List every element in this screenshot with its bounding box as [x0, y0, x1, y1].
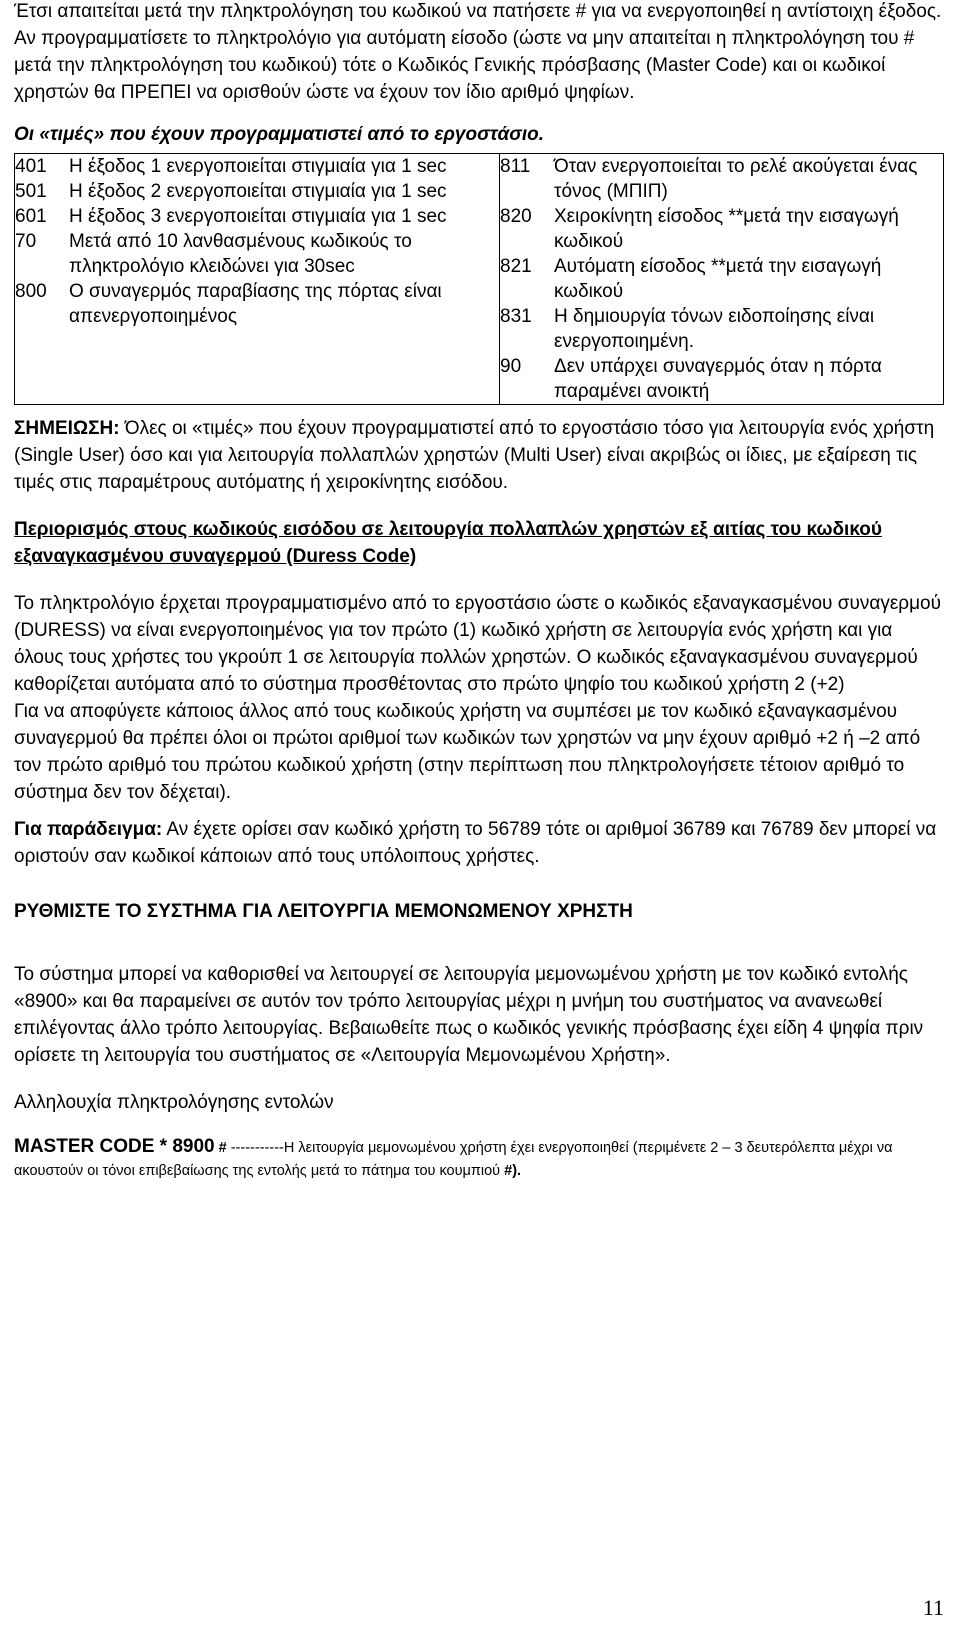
- note-paragraph: [14, 415, 946, 496]
- defaults-row: [500, 304, 943, 354]
- defaults-row: [500, 204, 943, 254]
- default-description: Μετά από 10 λανθασμένους κωδικούς το πληκτρολόγιο κλειδώνει για 30sec: [69, 231, 412, 277]
- default-description: Αυτόματη είσοδος **μετά την εισαγωγή κωδικού: [554, 256, 882, 302]
- defaults-row: [15, 204, 499, 229]
- default-code: 821: [500, 256, 532, 277]
- duress-paragraph-1: Το πληκτρολόγιο έρχεται προγραμματισμένο από το εργοστάσιο ώστε ο κωδικός εξαναγκασμένου συναγερμού (DURESS) να είναι ενεργοποιημένος για τον πρώτο (1) κωδικό χρήστη σε λειτουργία ενός χρήστη και για όλους τους χρήστες του γκρούπ 1 σε λειτουργία πολλών χρηστών. Ο κωδικός εξαναγκασμένου συναγερμού καθορίζεται αυτόματα από το σύστημα προσθέτοντας στο πρώτο ψηφίο του κωδικού χρήστη 2 (+2): [14, 593, 942, 695]
- command-end: #).: [504, 1163, 522, 1179]
- default-description: Ο συναγερμός παραβίασης της πόρτας είναι απενεργοποιημένος: [69, 281, 442, 327]
- command-description: -----------Η λειτουργία μεμονωμένου χρήστη έχει ενεργοποιηθεί (περιμένετε 2 – 3 δευτερόλεπτα μέχρι να ακουστούν οι τόνοι επιβεβαίωσης της εντολής μετά το πάτημα του κουμπιού: [14, 1140, 893, 1179]
- command-hash: #: [214, 1140, 227, 1156]
- default-description: Η έξοδος 2 ενεργοποιείται στιγμιαία για 1 sec: [69, 181, 447, 202]
- single-user-paragraph: Το σύστημα μπορεί να καθορισθεί να λειτουργεί σε λειτουργία μεμονωμένου χρήστη με τον κωδικό εντολής «8900» και θα παραμείνει σε αυτόν τον τρόπο λειτουργίας μέχρι η μνήμη του συστήματος να ανανεωθεί επιλέγοντας άλλο τρόπο λειτουργίας. Βεβαιωθείτε πως ο κωδικός γενικής πρόσβασης έχει είδη 4 ψηφία πριν ορίσετε τη λειτουργία του συστήματος σε «Λειτουργία Μεμονωμένου Χρήστη».: [14, 964, 924, 1066]
- defaults-row: [500, 354, 943, 404]
- example-label: Για παράδειγμα:: [14, 819, 163, 840]
- defaults-left-column: [15, 154, 500, 405]
- master-code-command: [14, 1136, 946, 1182]
- intro-paragraph-2: Αν προγραμματίσετε το πληκτρολόγιο για αυτόματη είσοδο (ώστε να μην απαιτείται η πληκτρολόγηση του # μετά την πληκτρολόγηση του κωδικού) τότε ο Κωδικός Γενικής πρόσβασης (Master Code) και οι κωδικοί χρηστών θα ΠΡΕΠΕΙ να ορισθούν ώστε να έχουν τον ίδιο αριθμό ψηφίων.: [14, 28, 915, 103]
- defaults-row: [500, 154, 943, 204]
- default-code: 800: [15, 281, 47, 302]
- default-description: Η έξοδος 3 ενεργοποιείται στιγμιαία για 1 sec: [69, 206, 447, 227]
- note-label: ΣΗΜΕΙΩΣΗ:: [14, 418, 120, 439]
- defaults-row: [500, 254, 943, 304]
- factory-defaults-table: [14, 153, 944, 405]
- sequence-label: Αλληλουχία πληκτρολόγησης εντολών: [14, 1092, 334, 1113]
- default-code: 501: [15, 181, 47, 202]
- defaults-row: [15, 229, 499, 279]
- note-text: Όλες οι «τιμές» που έχουν προγραμματιστεί από το εργοστάσιο τόσο για λειτουργία ενός χρήστη (Single User) όσο και για λειτουργία πολλαπλών χρηστών (Multi User) είναι ακριβώς οι ίδιες, με εξαίρεση τις τιμές στις παραμέτρους αυτόματης ή χειροκίνητης εισόδου.: [14, 418, 935, 493]
- defaults-heading: Οι «τιμές» που έχουν προγραμματιστεί από το εργοστάσιο.: [14, 124, 545, 145]
- default-code: 831: [500, 306, 532, 327]
- defaults-row: [15, 154, 499, 179]
- page-number: 11: [922, 1595, 944, 1620]
- document-page: [14, 0, 946, 1182]
- default-description: Η έξοδος 1 ενεργοποιείται στιγμιαία για 1 sec: [69, 156, 447, 177]
- example-text: Αν έχετε ορίσει σαν κωδικό χρήστη το 56789 τότε οι αριθμοί 36789 και 76789 δεν μπορεί να οριστούν σαν κωδικοί κάποιων από τους υπόλοιπους χρήστες.: [14, 819, 937, 867]
- single-user-heading: ΡΥΘΜΙΣΤΕ ΤΟ ΣΥΣΤΗΜΑ ΓΙΑ ΛΕΙΤΟΥΡΓΙΑ ΜΕΜΟΝΩΜΕΝΟΥ ΧΡΗΣΤΗ: [14, 901, 633, 922]
- default-description: Η δημιουργία τόνων ειδοποίησης είναι ενεργοποιημένη.: [554, 306, 875, 352]
- defaults-row: [15, 279, 499, 329]
- default-code: 90: [500, 356, 522, 377]
- defaults-right-column: [500, 154, 944, 405]
- default-code: 601: [15, 206, 47, 227]
- duress-paragraph-2: Για να αποφύγετε κάποιος άλλος από τους κωδικούς χρήστη να συμπέσει με τον κωδικό εξαναγκασμένου συναγερμού θα πρέπει όλοι οι πρώτοι αριθμοί των κωδικών των χρηστών να μην έχουν αριθμό +2 ή –2 από τον πρώτο αριθμό του πρώτου κωδικού χρήστη (στην περίπτωση που πληκτρολογήσετε τέτοιον αριθμό το σύστημα δεν τον δέχεται).: [14, 701, 921, 803]
- default-description: Δεν υπάρχει συναγερμός όταν η πόρτα παραμένει ανοικτή: [554, 356, 882, 402]
- duress-heading: Περιορισμός στους κωδικούς εισόδου σε λειτουργία πολλαπλών χρηστών εξ αιτίας του κωδικού εξαναγκασμένου συναγερμού (Duress Code): [14, 519, 882, 567]
- example-paragraph: [14, 816, 946, 870]
- command-code: MASTER CODE * 8900: [14, 1136, 215, 1157]
- intro-paragraph-1: Έτσι απαιτείται μετά την πληκτρολόγηση του κωδικού να πατήσετε # για να ενεργοποιηθεί η αντίστοιχη έξοδος.: [14, 1, 942, 22]
- defaults-row: [15, 179, 499, 204]
- default-description: Χειροκίνητη είσοδος **μετά την εισαγωγή κωδικού: [554, 206, 899, 252]
- default-code: 70: [15, 231, 37, 252]
- default-code: 811: [500, 156, 531, 177]
- default-code: 401: [15, 156, 47, 177]
- default-description: Όταν ενεργοποιείται το ρελέ ακούγεται ένας τόνος (ΜΠΙΠ): [554, 156, 918, 202]
- default-code: 820: [500, 206, 532, 227]
